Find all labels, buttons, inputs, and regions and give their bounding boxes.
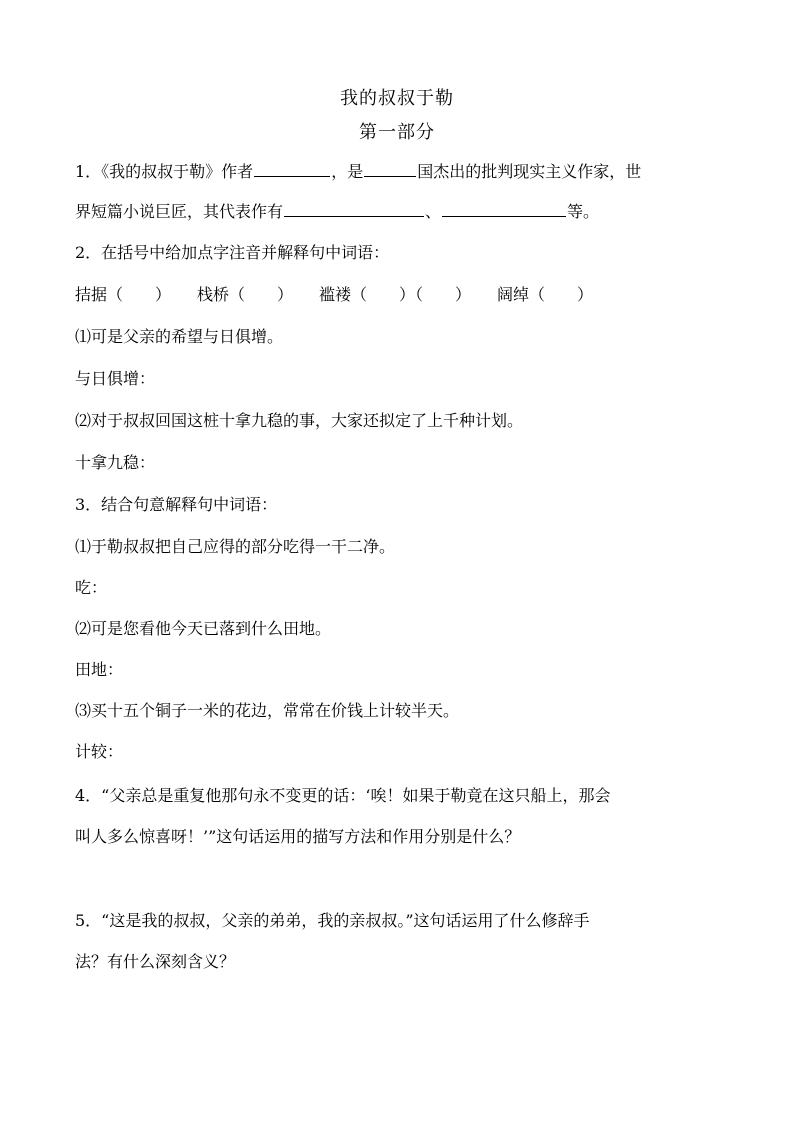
- q1-line1: [75, 160, 725, 183]
- q3-sentence-3: ⑶买十五个铜子一米的花边，常常在价钱上计较半天。: [75, 701, 460, 720]
- q1-line2: [75, 200, 725, 223]
- q3-sentence-2: ⑵可是您看他今天已落到什么田地。: [75, 619, 332, 638]
- q1-work1-blank[interactable]: [284, 200, 424, 217]
- q1-text-f: 等。: [567, 202, 600, 221]
- q5-line2: 法？有什么深刻含义？: [75, 952, 236, 971]
- q2-word-list: [75, 284, 725, 306]
- q3-term-1: 吃：: [75, 578, 108, 597]
- q2-term-2: 十拿九稳：: [75, 453, 156, 472]
- section-subtitle: 第一部分: [359, 122, 435, 143]
- page-title: 我的叔叔于勒: [340, 88, 454, 109]
- q3-term-2: 田地：: [75, 660, 124, 679]
- q3-prompt: 3．结合句意解释句中词语：: [75, 495, 278, 514]
- q2-sentence-1: ⑴可是父亲的希望与日俱增。: [75, 327, 284, 346]
- q1-text-e: 、: [425, 202, 442, 221]
- q2-word-3: 褴褛（ ）（ ）: [319, 285, 472, 304]
- q1-country-blank[interactable]: [364, 160, 416, 177]
- q2-sentence-2: ⑵对于叔叔回国这桩十拿九稳的事，大家还拟定了上千种计划。: [75, 411, 524, 430]
- q2-word-2: 栈桥（ ）: [197, 285, 294, 304]
- q4-line1: 4．“父亲总是重复他那句永不变更的话：‘唉！如果于勒竟在这只船上，那会: [75, 786, 611, 805]
- q2-term-1: 与日俱增：: [75, 369, 156, 388]
- q2-prompt: 2．在括号中给加点字注音并解释句中词语：: [75, 243, 390, 262]
- q1-text-b: ，是: [331, 162, 364, 181]
- q2-word-4: 阔绰（ ）: [497, 285, 594, 304]
- q2-word-1: 拮据（ ）: [75, 285, 172, 304]
- q1-work2-blank[interactable]: [442, 200, 566, 217]
- q3-term-3: 计较：: [75, 742, 124, 761]
- q5-line1: 5．“这是我的叔叔，父亲的弟弟，我的亲叔叔。”这句话运用了什么修辞手: [75, 911, 590, 930]
- q1-author-blank[interactable]: [254, 160, 330, 177]
- q1-text-c: 国杰出的批判现实主义作家，世: [417, 162, 642, 181]
- q4-line2: 叫人多么惊喜呀！’”这句话运用的描写方法和作用分别是什么？: [75, 827, 521, 846]
- q1-text-d: 界短篇小说巨匠，其代表作有: [75, 202, 284, 221]
- q1-text-a: 1．《我的叔叔于勒》作者: [75, 162, 254, 181]
- q3-sentence-1: ⑴于勒叔叔把自己应得的部分吃得一干二净。: [75, 537, 396, 556]
